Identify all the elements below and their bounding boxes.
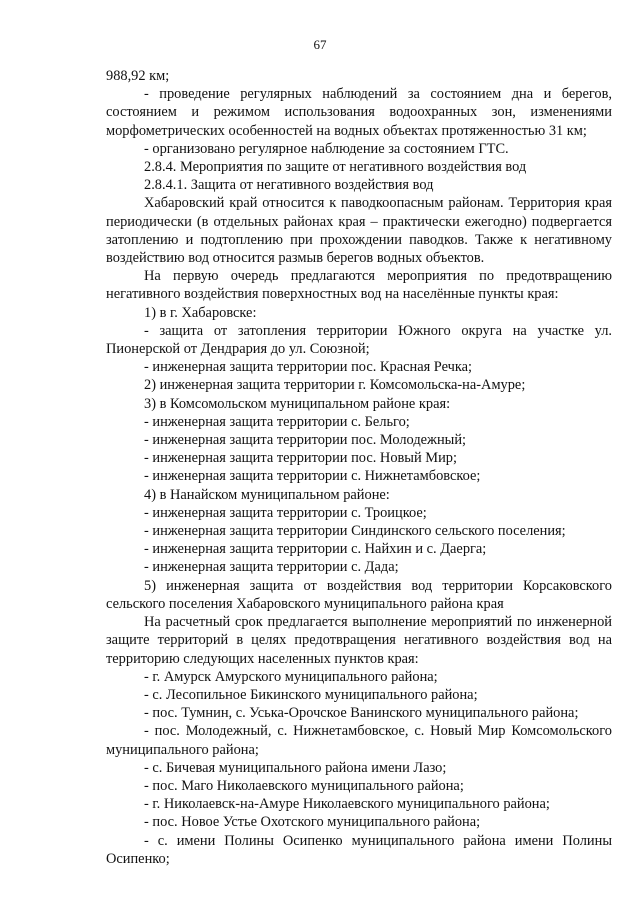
page-number: 67 <box>313 37 327 52</box>
paragraph: - пос. Новое Устье Охотского муниципального района; <box>144 814 481 831</box>
paragraph: - г. Амурск Амурского муниципального района; <box>144 668 438 685</box>
paragraph: - инженерная защита территории с. Троицкое; <box>144 504 427 521</box>
paragraph: - инженерная защита территории с. Бельго; <box>144 413 410 430</box>
paragraph: На расчетный срок предлагается выполнение мероприятий по инженерной защите территорий в целях предотвращения негативного воздействия вод на территорию следующих населенных пунктов края: <box>106 614 612 667</box>
paragraph: - с. Лесопильное Бикинского муниципального района; <box>144 686 478 703</box>
paragraph: Хабаровский край относится к паводкоопасным районам. Территория края периодически (в отдельных районах края – практически ежегодно) подвергается затоплению и подтоплению при прохождении паводков. Также к негативному воздействию вод относится размыв берегов водных объектов. <box>106 195 612 267</box>
paragraph: - инженерная защита территории с. Дада; <box>144 559 399 576</box>
paragraph: 2.8.4. Мероприятия по защите от негативного воздействия вод <box>144 159 527 176</box>
paragraph: - защита от затопления территории Южного округа на участке ул. Пионерской от Дендрария до ул. Союзной; <box>106 322 612 358</box>
paragraph: 2.8.4.1. Защита от негативного воздействия вод <box>144 177 434 194</box>
paragraph: - г. Николаевск-на-Амуре Николаевского муниципального района; <box>144 796 550 813</box>
paragraph: - пос. Маго Николаевского муниципального района; <box>144 777 464 794</box>
paragraph: - инженерная защита территории пос. Молодежный; <box>144 432 467 449</box>
paragraph: - инженерная защита территории с. Нижнетамбовское; <box>144 468 481 485</box>
paragraph: - пос. Молодежный, с. Нижнетамбовское, с. Новый Мир Комсомольского муниципального района; <box>106 723 612 758</box>
paragraph: - инженерная защита территории Синдинского сельского поселения; <box>144 523 566 540</box>
paragraph: - организовано регулярное наблюдение за состоянием ГТС. <box>144 140 509 157</box>
paragraph: 4) в Нанайском муниципальном районе: <box>144 486 390 503</box>
paragraph: - с. имени Полины Осипенко муниципального района имени Полины Осипенко; <box>106 832 612 867</box>
paragraph: На первую очередь предлагаются мероприятия по предотвращению негативного воздействия поверхностных вод на населённые пункты края: <box>106 268 612 303</box>
document-body <box>106 67 612 868</box>
paragraph: - инженерная защита территории пос. Красная Речка; <box>144 359 473 376</box>
paragraph: - пос. Тумнин, с. Уська-Орочское Ванинского муниципального района; <box>144 705 579 722</box>
paragraph: 988,92 км; <box>106 68 170 84</box>
paragraph: - проведение регулярных наблюдений за состоянием дна и берегов, состоянием и режимом использования водоохранных зон, изменениями морфометрических особенностей на водных объектах протяженностью 31 км; <box>106 86 612 139</box>
paragraph: - инженерная защита территории с. Найхин и с. Даерга; <box>144 541 487 558</box>
paragraph: - с. Бичевая муниципального района имени Лазо; <box>144 759 447 776</box>
paragraph: 2) инженерная защита территории г. Комсомольска-на-Амуре; <box>144 377 526 394</box>
paragraph: 5) инженерная защита от воздействия вод территории Корсаковского сельского поселения Хабаровского муниципального района края <box>106 577 612 612</box>
paragraph: 1) в г. Хабаровске: <box>144 304 257 321</box>
paragraph: 3) в Комсомольском муниципальном районе края: <box>144 395 451 412</box>
paragraph: - инженерная защита территории пос. Новый Мир; <box>144 450 457 467</box>
